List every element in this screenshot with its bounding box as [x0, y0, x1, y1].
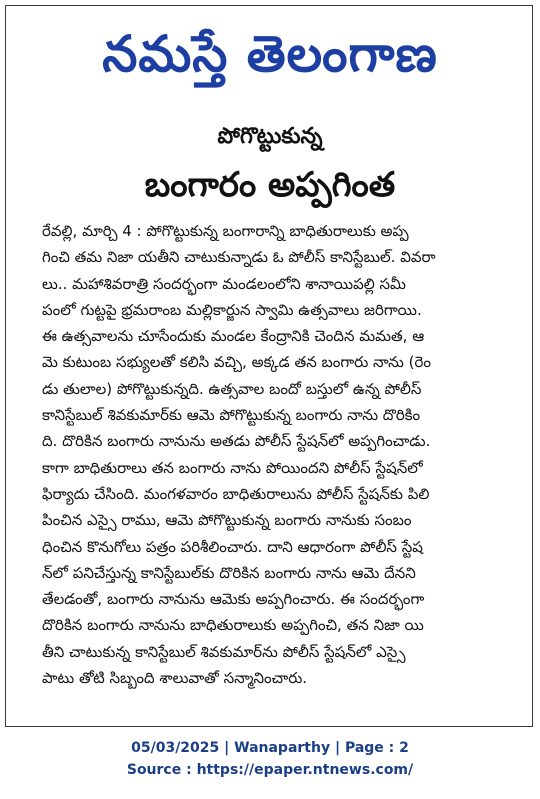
article-line: ఈ ఉత్సవాలను చూసేందుకు మండల కేంద్రానికి చెందిన మమత, ఆ	[42, 327, 425, 346]
article-line: ధించిన కొనుగోలు పత్రం పరిశీలించారు. దాని ఆధారంగా పోలీస్ స్టేష	[42, 537, 423, 556]
footer-meta: 05/03/2025 | Wanaparthy | Page : 2	[131, 740, 409, 756]
article-line: రేవల్లి, మార్చి 4 : పోగొట్టుకున్న బంగారాన్ని బాధితురాలుకు అప్ప	[42, 222, 409, 240]
article-body	[42, 218, 507, 691]
article-line: పాటు తోటి సిబ్బంది శాలువాతో సన్మానించారు.	[42, 669, 308, 688]
article-line: పించిన ఎస్సై రాము, ఆమె పోగొట్టుకున్న బంగారు నానుకు సంబం	[42, 511, 412, 530]
article-headline: బంగారం అప్పగింత	[144, 165, 396, 205]
article-line: న్‌లో పనిచేస్తున్న కానిస్టేబుల్‌కు దొరికిన బంగారు నాను ఆమె దేనని	[42, 563, 416, 582]
article-kicker: పోగొట్టుకున్న	[217, 124, 323, 149]
article-line: దొరికిన బంగారు నానును బాధితురాలుకు అప్పగించి, తన నిజా యి	[42, 616, 424, 635]
article-line: గించి తమ నిజా యతీని చాటుకున్నాడు ఓ పోలీస్ కానిస్టేబుల్. వివరా	[42, 248, 436, 267]
article-line: పంలో గుట్టపై భ్రమరాంబ మల్లికార్జున స్వామి ఉత్సవాలు జరిగాయి.	[42, 300, 422, 319]
article-line: కాగా బాధితురాలు తన బంగారు నాను పోయిందని పోలీస్ స్టేషన్‌లో	[42, 458, 423, 477]
article-line: కానిస్టేబుల్ శివకుమార్‌కు ఆమె పోగొట్టుకున్న బంగారు నాను దొరికిం	[42, 406, 421, 425]
article-line: ది. దొరికిన బంగారు నానును అతడు పోలీస్ స్టేషన్‌లో అప్పగించాడు.	[42, 432, 431, 451]
newspaper-masthead: నమస్తే తెలంగాణ	[102, 25, 438, 83]
article-line: లు.. మహాశివరాత్రి సందర్భంగా మండలంలోని శానాయిపల్లి సమీ	[42, 274, 406, 293]
article-line: తేలడంతో, బంగారు నానును ఆమెకు అప్పగించారు. ఈ సందర్భంగా	[42, 590, 425, 609]
article-line: మె కుటుంబ సభ్యులతో కలిసి వచ్చి, అక్కడ తన బంగారు నాను (రెం	[42, 353, 431, 372]
article-frame	[5, 5, 533, 727]
article-line: ఫిర్యాదు చేసింది. మంగళవారం బాధితురాలును పోలీస్ స్టేషన్‌కు పిలి	[42, 484, 430, 503]
article-line: డు తులాల) పోగొట్టుకున్నది. ఉత్సవాల బందో బస్తులో ఉన్న పోలీస్	[42, 379, 422, 398]
footer-source: Source : https://epaper.ntnews.com/	[126, 762, 414, 778]
article-line: తీని చాటుకున్న కానిస్టేబుల్ శివకుమార్‌ను పోలీస్ స్టేషన్‌లో ఎస్సై	[42, 642, 406, 661]
